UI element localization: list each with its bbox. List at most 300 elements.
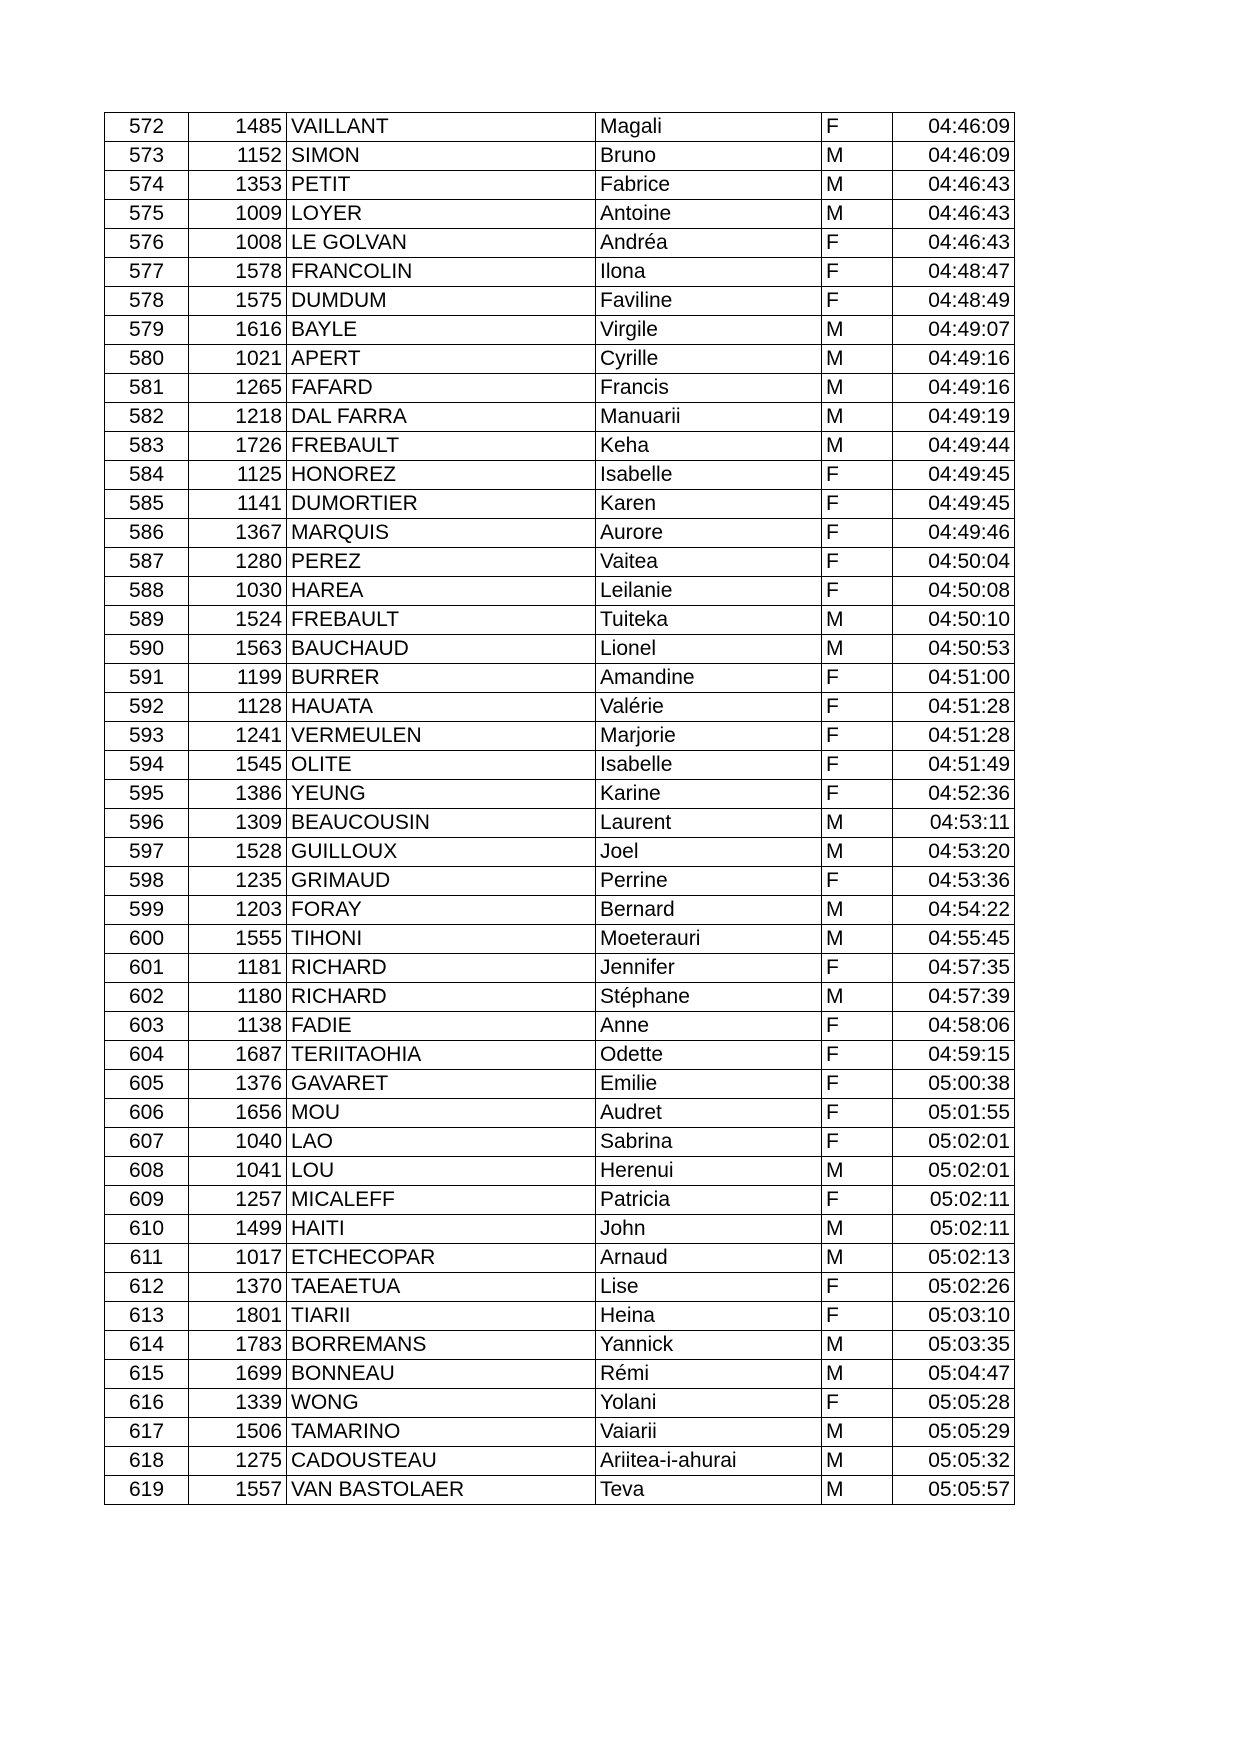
- sex-cell: M: [822, 1244, 893, 1273]
- finish-time-cell: 05:03:10: [893, 1302, 1015, 1331]
- rank-cell: 591: [105, 664, 189, 693]
- last-name-cell: APERT: [287, 345, 596, 374]
- finish-time-cell: 04:50:53: [893, 635, 1015, 664]
- rank-cell: 611: [105, 1244, 189, 1273]
- last-name-cell: TAMARINO: [287, 1418, 596, 1447]
- table-row: [105, 113, 1015, 142]
- rank-cell: 596: [105, 809, 189, 838]
- table-row: [105, 1447, 1015, 1476]
- table-row: [105, 461, 1015, 490]
- rank-cell: 576: [105, 229, 189, 258]
- last-name-cell: BAUCHAUD: [287, 635, 596, 664]
- bib-number-cell: 1041: [189, 1157, 287, 1186]
- last-name-cell: BAYLE: [287, 316, 596, 345]
- first-name-cell: Moeterauri: [596, 925, 822, 954]
- first-name-cell: Odette: [596, 1041, 822, 1070]
- sex-cell: M: [822, 925, 893, 954]
- bib-number-cell: 1138: [189, 1012, 287, 1041]
- last-name-cell: FREBAULT: [287, 432, 596, 461]
- sex-cell: M: [822, 1331, 893, 1360]
- finish-time-cell: 04:59:15: [893, 1041, 1015, 1070]
- finish-time-cell: 04:49:44: [893, 432, 1015, 461]
- table-row: [105, 1099, 1015, 1128]
- last-name-cell: GAVARET: [287, 1070, 596, 1099]
- bib-number-cell: 1370: [189, 1273, 287, 1302]
- sex-cell: F: [822, 867, 893, 896]
- rank-cell: 614: [105, 1331, 189, 1360]
- bib-number-cell: 1280: [189, 548, 287, 577]
- bib-number-cell: 1235: [189, 867, 287, 896]
- rank-cell: 582: [105, 403, 189, 432]
- bib-number-cell: 1017: [189, 1244, 287, 1273]
- last-name-cell: MARQUIS: [287, 519, 596, 548]
- first-name-cell: Teva: [596, 1476, 822, 1505]
- sex-cell: F: [822, 287, 893, 316]
- first-name-cell: Rémi: [596, 1360, 822, 1389]
- last-name-cell: LOU: [287, 1157, 596, 1186]
- finish-time-cell: 05:02:01: [893, 1128, 1015, 1157]
- table-row: [105, 1244, 1015, 1273]
- last-name-cell: WONG: [287, 1389, 596, 1418]
- table-row: [105, 635, 1015, 664]
- table-row: [105, 1418, 1015, 1447]
- first-name-cell: Leilanie: [596, 577, 822, 606]
- first-name-cell: Ariitea-i-ahurai: [596, 1447, 822, 1476]
- sex-cell: M: [822, 1157, 893, 1186]
- finish-time-cell: 04:51:00: [893, 664, 1015, 693]
- table-row: [105, 1360, 1015, 1389]
- last-name-cell: LE GOLVAN: [287, 229, 596, 258]
- table-row: [105, 896, 1015, 925]
- finish-time-cell: 05:02:13: [893, 1244, 1015, 1273]
- sex-cell: F: [822, 1099, 893, 1128]
- table-row: [105, 664, 1015, 693]
- last-name-cell: TAEAETUA: [287, 1273, 596, 1302]
- rank-cell: 609: [105, 1186, 189, 1215]
- rank-cell: 581: [105, 374, 189, 403]
- first-name-cell: Lionel: [596, 635, 822, 664]
- first-name-cell: John: [596, 1215, 822, 1244]
- first-name-cell: Joel: [596, 838, 822, 867]
- bib-number-cell: 1555: [189, 925, 287, 954]
- sex-cell: F: [822, 229, 893, 258]
- table-row: [105, 345, 1015, 374]
- sex-cell: F: [822, 1302, 893, 1331]
- sex-cell: F: [822, 1389, 893, 1418]
- first-name-cell: Karine: [596, 780, 822, 809]
- finish-time-cell: 04:49:46: [893, 519, 1015, 548]
- table-row: [105, 1273, 1015, 1302]
- last-name-cell: HAUATA: [287, 693, 596, 722]
- first-name-cell: Tuiteka: [596, 606, 822, 635]
- finish-time-cell: 05:00:38: [893, 1070, 1015, 1099]
- rank-cell: 585: [105, 490, 189, 519]
- sex-cell: M: [822, 983, 893, 1012]
- sex-cell: F: [822, 1186, 893, 1215]
- last-name-cell: HAITI: [287, 1215, 596, 1244]
- finish-time-cell: 04:49:16: [893, 374, 1015, 403]
- last-name-cell: HAREA: [287, 577, 596, 606]
- bib-number-cell: 1353: [189, 171, 287, 200]
- table-row: [105, 316, 1015, 345]
- first-name-cell: Fabrice: [596, 171, 822, 200]
- finish-time-cell: 05:02:11: [893, 1186, 1015, 1215]
- last-name-cell: FRANCOLIN: [287, 258, 596, 287]
- finish-time-cell: 05:05:28: [893, 1389, 1015, 1418]
- sex-cell: F: [822, 577, 893, 606]
- table-row: [105, 519, 1015, 548]
- sex-cell: M: [822, 403, 893, 432]
- rank-cell: 606: [105, 1099, 189, 1128]
- rank-cell: 588: [105, 577, 189, 606]
- finish-time-cell: 04:58:06: [893, 1012, 1015, 1041]
- finish-time-cell: 05:05:32: [893, 1447, 1015, 1476]
- sex-cell: M: [822, 1476, 893, 1505]
- last-name-cell: FREBAULT: [287, 606, 596, 635]
- finish-time-cell: 04:46:43: [893, 200, 1015, 229]
- bib-number-cell: 1339: [189, 1389, 287, 1418]
- sex-cell: M: [822, 1360, 893, 1389]
- finish-time-cell: 04:49:16: [893, 345, 1015, 374]
- finish-time-cell: 04:53:20: [893, 838, 1015, 867]
- first-name-cell: Audret: [596, 1099, 822, 1128]
- first-name-cell: Magali: [596, 113, 822, 142]
- sex-cell: M: [822, 1418, 893, 1447]
- bib-number-cell: 1575: [189, 287, 287, 316]
- last-name-cell: MOU: [287, 1099, 596, 1128]
- finish-time-cell: 05:03:35: [893, 1331, 1015, 1360]
- bib-number-cell: 1563: [189, 635, 287, 664]
- sex-cell: F: [822, 113, 893, 142]
- finish-time-cell: 04:49:45: [893, 490, 1015, 519]
- finish-time-cell: 04:53:36: [893, 867, 1015, 896]
- first-name-cell: Sabrina: [596, 1128, 822, 1157]
- rank-cell: 600: [105, 925, 189, 954]
- first-name-cell: Patricia: [596, 1186, 822, 1215]
- sex-cell: M: [822, 1215, 893, 1244]
- rank-cell: 594: [105, 751, 189, 780]
- last-name-cell: YEUNG: [287, 780, 596, 809]
- bib-number-cell: 1265: [189, 374, 287, 403]
- last-name-cell: VAN BASTOLAER: [287, 1476, 596, 1505]
- table-row: [105, 287, 1015, 316]
- bib-number-cell: 1485: [189, 113, 287, 142]
- rank-cell: 616: [105, 1389, 189, 1418]
- sex-cell: F: [822, 722, 893, 751]
- table-row: [105, 867, 1015, 896]
- last-name-cell: GRIMAUD: [287, 867, 596, 896]
- bib-number-cell: 1528: [189, 838, 287, 867]
- first-name-cell: Jennifer: [596, 954, 822, 983]
- bib-number-cell: 1367: [189, 519, 287, 548]
- rank-cell: 583: [105, 432, 189, 461]
- first-name-cell: Arnaud: [596, 1244, 822, 1273]
- bib-number-cell: 1376: [189, 1070, 287, 1099]
- table-row: [105, 432, 1015, 461]
- first-name-cell: Karen: [596, 490, 822, 519]
- sex-cell: F: [822, 954, 893, 983]
- table-row: [105, 1215, 1015, 1244]
- finish-time-cell: 04:46:09: [893, 142, 1015, 171]
- first-name-cell: Herenui: [596, 1157, 822, 1186]
- first-name-cell: Aurore: [596, 519, 822, 548]
- first-name-cell: Keha: [596, 432, 822, 461]
- last-name-cell: MICALEFF: [287, 1186, 596, 1215]
- table-row: [105, 606, 1015, 635]
- rank-cell: 617: [105, 1418, 189, 1447]
- bib-number-cell: 1218: [189, 403, 287, 432]
- finish-time-cell: 04:51:28: [893, 693, 1015, 722]
- table-row: [105, 780, 1015, 809]
- table-row: [105, 577, 1015, 606]
- sex-cell: M: [822, 809, 893, 838]
- last-name-cell: TIARII: [287, 1302, 596, 1331]
- first-name-cell: Virgile: [596, 316, 822, 345]
- rank-cell: 619: [105, 1476, 189, 1505]
- finish-time-cell: 04:51:49: [893, 751, 1015, 780]
- last-name-cell: BONNEAU: [287, 1360, 596, 1389]
- first-name-cell: Valérie: [596, 693, 822, 722]
- first-name-cell: Faviline: [596, 287, 822, 316]
- sex-cell: M: [822, 635, 893, 664]
- last-name-cell: LOYER: [287, 200, 596, 229]
- last-name-cell: TIHONI: [287, 925, 596, 954]
- first-name-cell: Anne: [596, 1012, 822, 1041]
- first-name-cell: Bruno: [596, 142, 822, 171]
- bib-number-cell: 1125: [189, 461, 287, 490]
- table-row: [105, 722, 1015, 751]
- table-row: [105, 751, 1015, 780]
- rank-cell: 610: [105, 1215, 189, 1244]
- sex-cell: F: [822, 780, 893, 809]
- table-row: [105, 142, 1015, 171]
- last-name-cell: BEAUCOUSIN: [287, 809, 596, 838]
- rank-cell: 579: [105, 316, 189, 345]
- sex-cell: F: [822, 1128, 893, 1157]
- bib-number-cell: 1199: [189, 664, 287, 693]
- finish-time-cell: 04:48:47: [893, 258, 1015, 287]
- table-row: [105, 490, 1015, 519]
- table-row: [105, 954, 1015, 983]
- sex-cell: F: [822, 258, 893, 287]
- sex-cell: M: [822, 200, 893, 229]
- first-name-cell: Vaiarii: [596, 1418, 822, 1447]
- last-name-cell: TERIITAOHIA: [287, 1041, 596, 1070]
- table-row: [105, 1070, 1015, 1099]
- finish-time-cell: 04:57:35: [893, 954, 1015, 983]
- last-name-cell: CADOUSTEAU: [287, 1447, 596, 1476]
- rank-cell: 580: [105, 345, 189, 374]
- bib-number-cell: 1021: [189, 345, 287, 374]
- first-name-cell: Francis: [596, 374, 822, 403]
- finish-time-cell: 05:05:57: [893, 1476, 1015, 1505]
- bib-number-cell: 1275: [189, 1447, 287, 1476]
- table-row: [105, 1331, 1015, 1360]
- table-row: [105, 229, 1015, 258]
- last-name-cell: LAO: [287, 1128, 596, 1157]
- last-name-cell: HONOREZ: [287, 461, 596, 490]
- first-name-cell: Ilona: [596, 258, 822, 287]
- sex-cell: F: [822, 664, 893, 693]
- first-name-cell: Laurent: [596, 809, 822, 838]
- rank-cell: 593: [105, 722, 189, 751]
- finish-time-cell: 05:02:01: [893, 1157, 1015, 1186]
- rank-cell: 612: [105, 1273, 189, 1302]
- first-name-cell: Perrine: [596, 867, 822, 896]
- bib-number-cell: 1128: [189, 693, 287, 722]
- finish-time-cell: 04:50:08: [893, 577, 1015, 606]
- last-name-cell: RICHARD: [287, 983, 596, 1012]
- bib-number-cell: 1506: [189, 1418, 287, 1447]
- bib-number-cell: 1545: [189, 751, 287, 780]
- first-name-cell: Isabelle: [596, 751, 822, 780]
- table-row: [105, 1476, 1015, 1505]
- first-name-cell: Manuarii: [596, 403, 822, 432]
- bib-number-cell: 1009: [189, 200, 287, 229]
- rank-cell: 595: [105, 780, 189, 809]
- bib-number-cell: 1040: [189, 1128, 287, 1157]
- table-row: [105, 983, 1015, 1012]
- last-name-cell: PETIT: [287, 171, 596, 200]
- table-row: [105, 809, 1015, 838]
- rank-cell: 572: [105, 113, 189, 142]
- bib-number-cell: 1141: [189, 490, 287, 519]
- bib-number-cell: 1578: [189, 258, 287, 287]
- finish-time-cell: 04:49:07: [893, 316, 1015, 345]
- table-row: [105, 838, 1015, 867]
- rank-cell: 578: [105, 287, 189, 316]
- rank-cell: 604: [105, 1041, 189, 1070]
- first-name-cell: Marjorie: [596, 722, 822, 751]
- sex-cell: M: [822, 838, 893, 867]
- bib-number-cell: 1616: [189, 316, 287, 345]
- sex-cell: M: [822, 374, 893, 403]
- bib-number-cell: 1783: [189, 1331, 287, 1360]
- sex-cell: F: [822, 1273, 893, 1302]
- last-name-cell: BURRER: [287, 664, 596, 693]
- rank-cell: 599: [105, 896, 189, 925]
- finish-time-cell: 05:02:11: [893, 1215, 1015, 1244]
- table-row: [105, 1302, 1015, 1331]
- finish-time-cell: 04:46:43: [893, 171, 1015, 200]
- bib-number-cell: 1726: [189, 432, 287, 461]
- sex-cell: M: [822, 316, 893, 345]
- first-name-cell: Emilie: [596, 1070, 822, 1099]
- rank-cell: 607: [105, 1128, 189, 1157]
- table-row: [105, 403, 1015, 432]
- bib-number-cell: 1687: [189, 1041, 287, 1070]
- table-row: [105, 1186, 1015, 1215]
- first-name-cell: Yannick: [596, 1331, 822, 1360]
- finish-time-cell: 04:50:10: [893, 606, 1015, 635]
- finish-time-cell: 04:55:45: [893, 925, 1015, 954]
- table-row: [105, 1041, 1015, 1070]
- rank-cell: 601: [105, 954, 189, 983]
- table-row: [105, 1157, 1015, 1186]
- table-row: [105, 925, 1015, 954]
- last-name-cell: VAILLANT: [287, 113, 596, 142]
- table-row: [105, 693, 1015, 722]
- table-row: [105, 1012, 1015, 1041]
- table-row: [105, 1389, 1015, 1418]
- sex-cell: F: [822, 693, 893, 722]
- first-name-cell: Andréa: [596, 229, 822, 258]
- finish-time-cell: 04:48:49: [893, 287, 1015, 316]
- first-name-cell: Cyrille: [596, 345, 822, 374]
- finish-time-cell: 04:54:22: [893, 896, 1015, 925]
- finish-time-cell: 04:49:45: [893, 461, 1015, 490]
- last-name-cell: SIMON: [287, 142, 596, 171]
- last-name-cell: GUILLOUX: [287, 838, 596, 867]
- sex-cell: F: [822, 1041, 893, 1070]
- rank-cell: 613: [105, 1302, 189, 1331]
- rank-cell: 615: [105, 1360, 189, 1389]
- sex-cell: F: [822, 1012, 893, 1041]
- finish-time-cell: 04:49:19: [893, 403, 1015, 432]
- first-name-cell: Amandine: [596, 664, 822, 693]
- last-name-cell: FADIE: [287, 1012, 596, 1041]
- table-row: [105, 1128, 1015, 1157]
- sex-cell: F: [822, 1070, 893, 1099]
- bib-number-cell: 1180: [189, 983, 287, 1012]
- sex-cell: M: [822, 896, 893, 925]
- results-body: [105, 113, 1015, 1505]
- rank-cell: 597: [105, 838, 189, 867]
- bib-number-cell: 1557: [189, 1476, 287, 1505]
- last-name-cell: BORREMANS: [287, 1331, 596, 1360]
- rank-cell: 605: [105, 1070, 189, 1099]
- bib-number-cell: 1524: [189, 606, 287, 635]
- bib-number-cell: 1152: [189, 142, 287, 171]
- rank-cell: 589: [105, 606, 189, 635]
- bib-number-cell: 1241: [189, 722, 287, 751]
- first-name-cell: Antoine: [596, 200, 822, 229]
- last-name-cell: OLITE: [287, 751, 596, 780]
- finish-time-cell: 04:57:39: [893, 983, 1015, 1012]
- finish-time-cell: 04:50:04: [893, 548, 1015, 577]
- rank-cell: 590: [105, 635, 189, 664]
- first-name-cell: Bernard: [596, 896, 822, 925]
- last-name-cell: FORAY: [287, 896, 596, 925]
- finish-time-cell: 05:05:29: [893, 1418, 1015, 1447]
- last-name-cell: ETCHECOPAR: [287, 1244, 596, 1273]
- first-name-cell: Lise: [596, 1273, 822, 1302]
- finish-time-cell: 05:04:47: [893, 1360, 1015, 1389]
- finish-time-cell: 05:01:55: [893, 1099, 1015, 1128]
- bib-number-cell: 1181: [189, 954, 287, 983]
- sex-cell: M: [822, 1447, 893, 1476]
- bib-number-cell: 1257: [189, 1186, 287, 1215]
- last-name-cell: RICHARD: [287, 954, 596, 983]
- sex-cell: M: [822, 432, 893, 461]
- bib-number-cell: 1699: [189, 1360, 287, 1389]
- finish-time-cell: 04:46:09: [893, 113, 1015, 142]
- bib-number-cell: 1499: [189, 1215, 287, 1244]
- finish-time-cell: 04:52:36: [893, 780, 1015, 809]
- last-name-cell: VERMEULEN: [287, 722, 596, 751]
- rank-cell: 575: [105, 200, 189, 229]
- finish-time-cell: 04:46:43: [893, 229, 1015, 258]
- bib-number-cell: 1030: [189, 577, 287, 606]
- rank-cell: 608: [105, 1157, 189, 1186]
- sex-cell: F: [822, 751, 893, 780]
- finish-time-cell: 04:51:28: [893, 722, 1015, 751]
- rank-cell: 603: [105, 1012, 189, 1041]
- sex-cell: F: [822, 548, 893, 577]
- rank-cell: 602: [105, 983, 189, 1012]
- sex-cell: M: [822, 606, 893, 635]
- table-row: [105, 374, 1015, 403]
